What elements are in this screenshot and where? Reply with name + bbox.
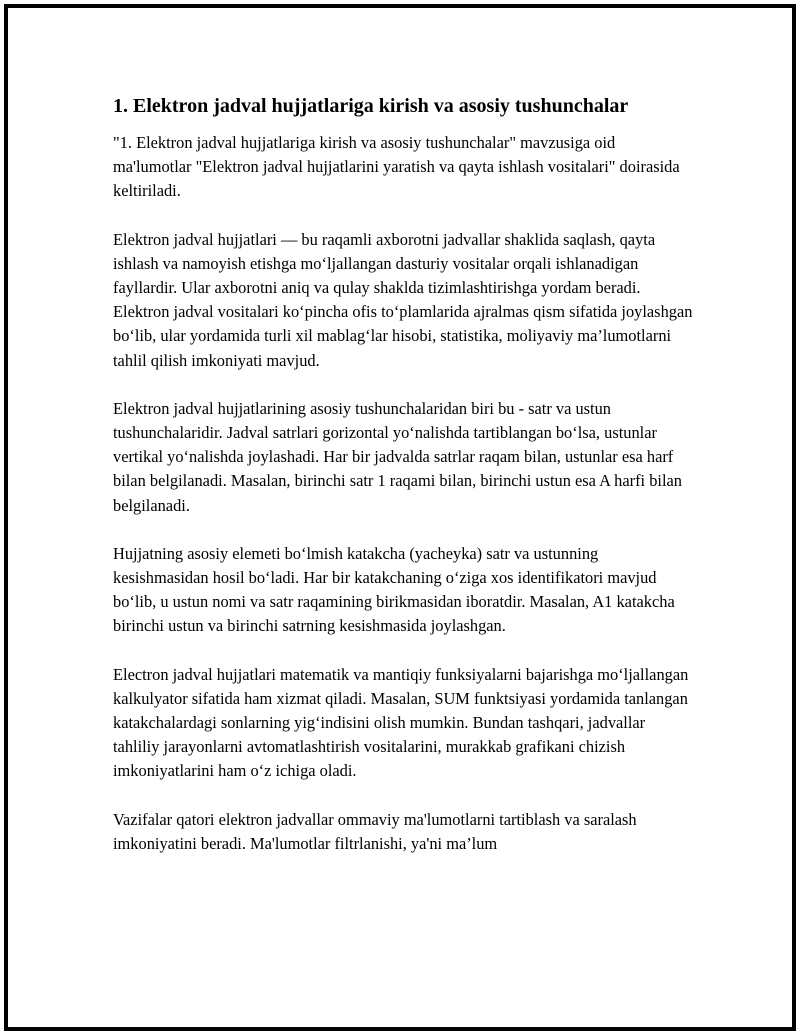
paragraph-sorting: Vazifalar qatori elektron jadvallar ommaviy ma'lumotlarni tartiblash va saralash imkoniyatini beradi. Ma'lumotlar filtrlanishi, ya'ni ma’lum <box>113 809 637 853</box>
paragraph-rows-columns: Elektron jadval hujjatlarining asosiy tushunchalaridan biri bu - satr va ustun tushunchalaridir. Jadval satrlari gorizontal yo‘nalishda tartiblangan bo‘lsa, ustunlar vertikal yo‘nalishda joylashadi. Har bir jadvalda satrlar raqam bilan, ustunlar esa harf bilan belgilanadi. Masalan, birinchi satr 1 raqami bilan, birinchi ustun esa A harfi bilan belgilanadi. <box>113 398 682 515</box>
document-body <box>113 92 693 880</box>
document-title: 1. Elektron jadval hujjatlariga kirish va asosiy tushunchalar <box>113 95 629 117</box>
paragraph-cells: Hujjatning asosiy elemeti bo‘lmish katakcha (yacheyka) satr va ustunning kesishmasidan hosil bo‘ladi. Har bir katakchaning o‘ziga xos identifikatori mavjud bo‘lib, u ustun nomi va satr raqamining birikmasidan iboratdir. Masalan, A1 katakcha birinchi ustun va birinchi satrning kesishmasida joylashgan. <box>113 543 675 636</box>
paragraph-definition: Elektron jadval hujjatlari — bu raqamli axborotni jadvallar shaklida saqlash, qayta ishlash va namoyish etishga mo‘ljallangan dasturiy vositalar orqali ishlanadigan fayllardir. Ular axborotni aniq va qulay shaklda tizimlashtirishga yordam beradi. Elektron jadval vositalari ko‘pincha ofis to‘plamlarida ajralmas qism sifatida joylashgan bo‘lib, ular yordamida turli xil mablag‘lar hisobi, statistika, moliyaviy ma’lumotlarni tahlil qilish imkoniyati mavjud. <box>113 229 693 370</box>
paragraph-functions: Electron jadval hujjatlari matematik va mantiqiy funksiyalarni bajarishga mo‘ljallangan kalkulyator sifatida ham xizmat qiladi. Masalan, SUM funktsiyasi yordamida tanlangan katakchalardagi sonlarning yig‘indisini olish mumkin. Bundan tashqari, jadvallar tahliliy jarayonlarni avtomatlashtirish vositalarini, murakkab grafikani chizish imkoniyatlarini ham o‘z ichiga oladi. <box>113 664 689 781</box>
paragraph-intro: "1. Elektron jadval hujjatlariga kirish va asosiy tushunchalar" mavzusiga oid ma'lumotlar "Elektron jadval hujjatlarini yaratish va qayta ishlash vositalari" doirasida keltiriladi. <box>113 133 680 201</box>
